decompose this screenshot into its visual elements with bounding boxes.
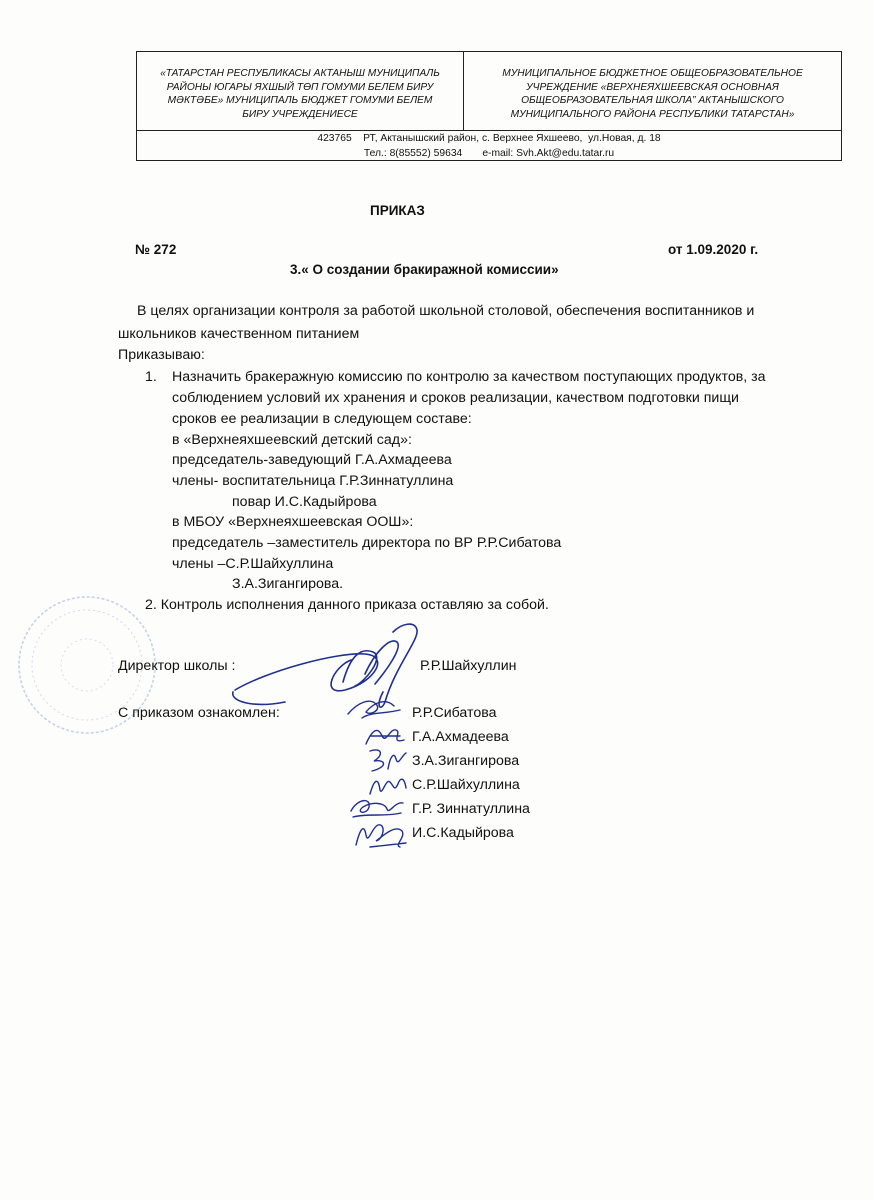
address: 423765 РТ, Актанышский район, с. Верхнее Яхшеево, ул.Новая, д. 18 xyxy=(317,133,661,144)
item-line: председатель-заведующий Г.А.Ахмадеева xyxy=(172,452,452,468)
letterhead xyxy=(136,51,842,161)
acquainted-label: С приказом ознакомлен: xyxy=(118,705,280,721)
item-line: З.А.Зигангирова. xyxy=(232,576,344,592)
signatory-name: Г.А.Ахмадеева xyxy=(412,729,509,745)
signatory-name: С.Р.Шайхуллина xyxy=(412,777,520,793)
letterhead-russian-line: МУНИЦИПАЛЬНОГО РАЙОНА РЕСПУБЛИКИ ТАТАРСТАН» xyxy=(510,108,795,120)
signatory-name: Р.Р.Сибатова xyxy=(412,705,497,721)
signatory-name: З.А.Зигангирова xyxy=(412,753,520,769)
letterhead-russian-line: УЧРЕЖДЕНИЕ «ВЕРХНЕЯХШЕЕВСКАЯ ОСНОВНАЯ xyxy=(526,81,779,93)
item-line: сроков ее реализации в следующем составе: xyxy=(172,411,472,427)
item-line: повар И.С.Кадыйрова xyxy=(232,494,377,510)
item-line: Назначить бракеражную комиссию по контролю за качеством поступающих продуктов, за xyxy=(172,369,766,385)
signature xyxy=(350,817,412,851)
order-number: № 272 xyxy=(135,242,177,257)
item-line: члены- воспитательница Г.Р.Зиннатуллина xyxy=(172,473,454,489)
phone-email: Тел.: 8(85552) 59634 e-mail: Svh.Akt@edu.tatar.ru xyxy=(363,148,615,159)
letterhead-russian xyxy=(463,52,841,130)
director-name: Р.Р.Шайхуллин xyxy=(420,658,517,674)
signature xyxy=(340,692,410,722)
letterhead-tatar xyxy=(137,52,463,130)
document-title: ПРИКАЗ xyxy=(370,203,425,218)
letterhead-tatar-line: «ТАТАРСТАН РЕСПУБЛИКАСЫ АКТАНЫШ МУНИЦИПАЛЬ xyxy=(160,68,440,79)
letterhead-tatar-line: БИРУ УЧРЕЖДЕНИЕСЕ xyxy=(242,108,358,120)
letterhead-tatar-line: МӘКТӘБЕ» МУНИЦИПАЛЬ БЮДЖЕТ ГОМУМИ БЕЛЕМ xyxy=(167,95,433,107)
letterhead-tatar-line: РАЙОНЫ ЮГАРЫ ЯХШЫЙ ТӨП ГОМУМИ БЕЛЕМ БИРУ xyxy=(166,81,434,93)
item-line: в «Верхнеяхшеевский детский сад»: xyxy=(172,432,412,448)
item-line: члены –С.Р.Шайхуллина xyxy=(172,556,334,572)
letterhead-russian-line: МУНИЦИПАЛЬНОЕ БЮДЖЕТНОЕ ОБЩЕОБРАЗОВАТЕЛЬНОЕ xyxy=(502,68,803,79)
item-line: в МБОУ «Верхнеяхшеевская ООШ»: xyxy=(172,514,414,530)
item-line: председатель –заместитель директора по ВР Р.Р.Сибатова xyxy=(172,535,562,551)
order-word: Приказываю: xyxy=(118,347,205,363)
item-marker: 1. xyxy=(145,369,157,385)
signatory-name: И.С.Кадыйрова xyxy=(412,825,514,841)
letterhead-russian-line: ОБЩЕОБРАЗОВАТЕЛЬНАЯ ШКОЛА” АКТАНЫШСКОГО xyxy=(521,95,784,107)
order-date: от 1.09.2020 г. xyxy=(668,242,759,257)
item-line: соблюдением условий их хранения и сроков реализации, качеством подготовки пищи xyxy=(172,390,739,406)
intro-text: школьников качественном питанием xyxy=(118,326,360,342)
signatory-name: Г.Р. Зиннатуллина xyxy=(412,801,530,817)
item-line: 2. Контроль исполнения данного приказа оставляю за собой. xyxy=(145,597,549,613)
director-label: Директор школы : xyxy=(118,658,236,674)
letterhead-contacts xyxy=(137,130,841,160)
intro-text: В целях организации контроля за работой школьной столовой, обеспечения воспитанников и xyxy=(137,303,755,319)
order-subject: 3.« О создании бракиражной комиссии» xyxy=(290,262,559,277)
